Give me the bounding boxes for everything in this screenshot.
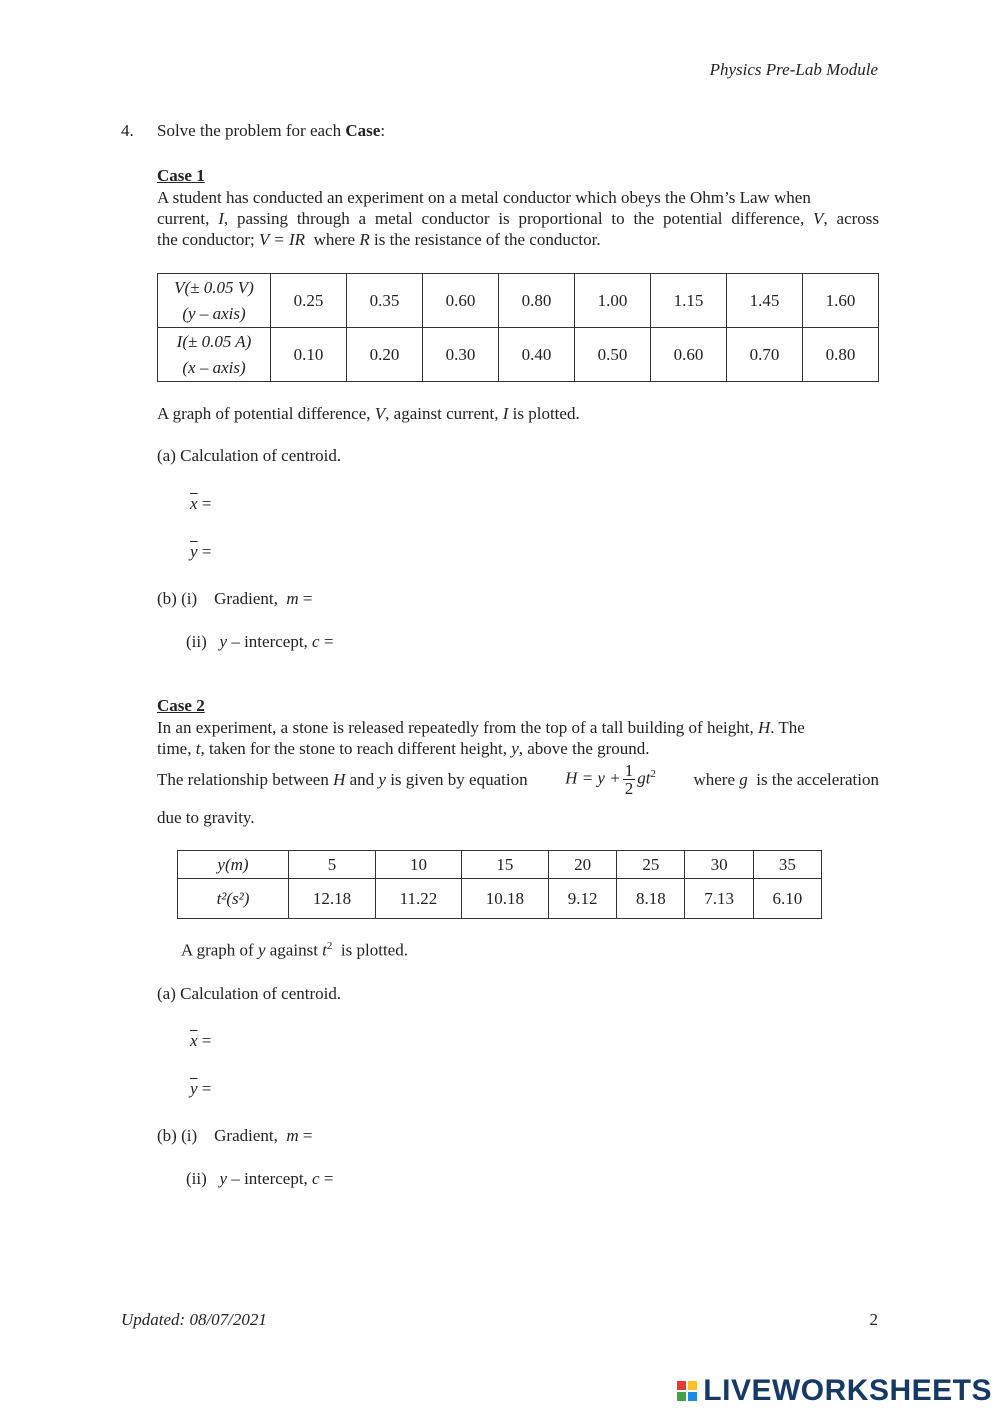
brand-icon bbox=[677, 1381, 697, 1401]
case1-part-b-i: (b) (i) Gradient, m = bbox=[157, 589, 313, 608]
y-cell: 30 bbox=[685, 851, 753, 879]
liveworksheets-logo bbox=[677, 1374, 992, 1408]
table-row bbox=[158, 274, 879, 328]
v-cell: 1.45 bbox=[727, 274, 803, 328]
table-row bbox=[178, 879, 822, 919]
t2-cell: 11.22 bbox=[376, 879, 462, 919]
row-header-y: y(m) bbox=[178, 851, 289, 879]
v-cell: 0.35 bbox=[347, 274, 423, 328]
y-cell: 10 bbox=[376, 851, 462, 879]
y-cell: 5 bbox=[289, 851, 376, 879]
v-cell: 1.60 bbox=[803, 274, 879, 328]
v-cell: 1.00 bbox=[575, 274, 651, 328]
case2-line4: due to gravity. bbox=[157, 808, 255, 827]
t2-cell: 7.13 bbox=[685, 879, 753, 919]
half-fraction: $\frac{1}{2}$ bbox=[624, 761, 634, 798]
equation: H = y + $\frac{1}{2}$ $gt^2$ bbox=[565, 761, 656, 798]
case1-line1: A student has conducted an experiment on a metal conductor which obeys the Ohm’s Law when bbox=[157, 188, 811, 207]
case2-title: Case 2 bbox=[157, 696, 205, 715]
i-cell: 0.80 bbox=[803, 328, 879, 382]
v-cell: 1.15 bbox=[651, 274, 727, 328]
row-header-t2: t²(s²) bbox=[178, 879, 289, 919]
case2-xbar: $\overline{x}$ = bbox=[190, 1031, 212, 1050]
i-cell: 0.20 bbox=[347, 328, 423, 382]
case2-equation-line: The relationship between H and y is given by equation H = y + $\frac{1}{2}$ $gt^2$ where g is the acceleration bbox=[157, 761, 879, 798]
t2-cell: 8.18 bbox=[617, 879, 685, 919]
intro-bold: Case bbox=[345, 121, 381, 140]
table-row bbox=[178, 851, 822, 879]
case2-line1: In an experiment, a stone is released repeatedly from the top of a tall building of height, H. The bbox=[157, 718, 805, 737]
i-cell: 0.70 bbox=[727, 328, 803, 382]
t2-cell: 12.18 bbox=[289, 879, 376, 919]
case2-line2: time, t, taken for the stone to reach different height, y, above the ground. bbox=[157, 739, 650, 758]
i-cell: 0.10 bbox=[271, 328, 347, 382]
t2-cell: 10.18 bbox=[461, 879, 548, 919]
y-cell: 15 bbox=[461, 851, 548, 879]
case1-line3: the conductor; V = IR where R is the resistance of the conductor. bbox=[157, 230, 601, 249]
case2-part-b-ii: (ii) y – intercept, c = bbox=[186, 1169, 334, 1188]
question-number: 4. bbox=[121, 121, 134, 140]
t2-cell: 6.10 bbox=[753, 879, 821, 919]
y-cell: 25 bbox=[617, 851, 685, 879]
case1-graph-statement: A graph of potential difference, V, against current, I is plotted. bbox=[157, 404, 580, 423]
case1-data-table bbox=[157, 273, 879, 382]
case2-data-table bbox=[177, 850, 822, 919]
case2-description bbox=[157, 717, 879, 759]
table-row bbox=[158, 328, 879, 382]
v-cell: 0.25 bbox=[271, 274, 347, 328]
module-title: Physics Pre-Lab Module bbox=[709, 60, 878, 79]
case2-graph-statement: A graph of y against $t^2$ is plotted. bbox=[181, 940, 408, 960]
i-cell: 0.50 bbox=[575, 328, 651, 382]
i-cell: 0.60 bbox=[651, 328, 727, 382]
updated-date: Updated: 08/07/2021 bbox=[121, 1310, 267, 1329]
row-header-v: V(± 0.05 V) (y – axis) bbox=[158, 274, 271, 328]
i-cell: 0.40 bbox=[499, 328, 575, 382]
case1-part-a: (a) Calculation of centroid. bbox=[157, 446, 342, 465]
row-header-i: I(± 0.05 A) (x – axis) bbox=[158, 328, 271, 382]
case1-part-b-ii: (ii) y – intercept, c = bbox=[186, 632, 334, 651]
t2-cell: 9.12 bbox=[548, 879, 616, 919]
y-cell: 20 bbox=[548, 851, 616, 879]
case1-xbar: $\overline{x}$ = bbox=[190, 494, 212, 513]
case2-part-b-i: (b) (i) Gradient, m = bbox=[157, 1126, 313, 1145]
case1-description bbox=[157, 187, 879, 250]
case2-ybar: $\overline{y}$ = bbox=[190, 1079, 212, 1098]
case2-part-a: (a) Calculation of centroid. bbox=[157, 984, 342, 1003]
v-cell: 0.60 bbox=[423, 274, 499, 328]
case1-title: Case 1 bbox=[157, 166, 205, 185]
v-cell: 0.80 bbox=[499, 274, 575, 328]
brand-name: LIVEWORKSHEETS bbox=[703, 1374, 992, 1407]
intro-colon: : bbox=[380, 121, 386, 140]
y-cell: 35 bbox=[753, 851, 821, 879]
question-intro bbox=[157, 121, 385, 141]
case1-ybar: $\overline{y}$ = bbox=[190, 542, 212, 561]
intro-text: Solve the problem for each bbox=[157, 121, 342, 140]
i-cell: 0.30 bbox=[423, 328, 499, 382]
case1-line2: current, I, passing through a metal conductor is proportional to the potential difference, V, across bbox=[157, 209, 880, 228]
page-number: 2 bbox=[869, 1310, 878, 1329]
